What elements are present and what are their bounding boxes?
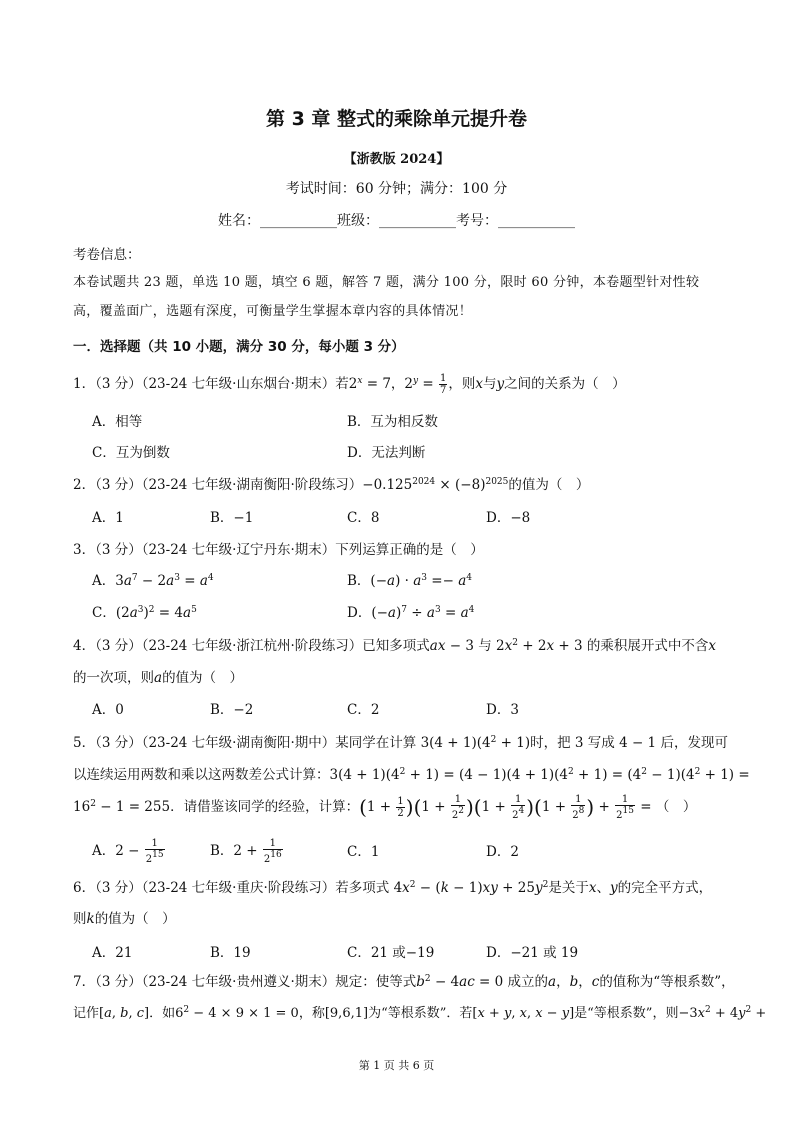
q2-option-c: C．8	[347, 510, 380, 526]
q3-option-d: D．$(-a)^7 \div a^3 = a^4$	[347, 605, 475, 621]
q7-line2a: 记作	[73, 1006, 100, 1021]
q5-option-c: C．1	[347, 844, 380, 860]
q2-option-a: A．1	[92, 510, 124, 526]
question-4-line2: 的一次项，则a的值为（ ）	[73, 670, 244, 686]
q1-option-b: B．互为相反数	[347, 414, 438, 430]
q5-line1c: 后，发现可	[656, 735, 728, 751]
q1-option-d: D．无法判断	[347, 445, 426, 461]
q4-mid: 与	[473, 638, 497, 654]
q5-line1a: 5．（3 分）（23-24 七年级·湖南衡阳·期中）某同学在计算	[73, 735, 421, 751]
q3-label-d: D．	[347, 605, 372, 621]
q6-sep: 、	[596, 880, 610, 896]
q3-option-b: B．$(-a) \cdot a^3 =- a^4$	[347, 573, 473, 589]
q5-label-a: A．	[92, 843, 116, 859]
q6-option-a: A．21	[92, 945, 133, 961]
q3-label-c: C．	[92, 605, 116, 621]
info-body: 本卷试题共 23 题，单选 10 题，填空 6 题，解答 7 题，满分 100 分，限时 60 分钟，本卷题型针对性较高，覆盖面广，选题有深度，可衡量学生掌握本章内容的具体情况！	[73, 275, 700, 319]
question-7: 7．（3 分）（23-24 七年级·贵州遵义·期末）规定：使等式$b^2 - 4ac = 0$ 成立的a，b，c的值称为“等根系数”，	[73, 974, 735, 990]
question-5-line2: 以连续运用两数和乘以这两数差公式计算：$3(4 + 1)(4^2 + 1) = (4 - 1)(4 + 1)(4^2 + 1) = (4^2 - 1)(4^2 + 1)$ =	[73, 767, 750, 783]
question-1: 1．（3 分）（23-24 七年级·山东烟台·期末）若$2^x = 7$，$2^y$ = $\frac{1}{7}$ ，则x与y之间的关系为（ ）	[73, 373, 626, 396]
q4-option-b: B．−2	[210, 702, 254, 718]
q4-option-c: C．2	[347, 702, 380, 718]
question-6-line2: 则k的值为（ ）	[73, 911, 176, 927]
q4-line2a: 的一次项，则	[73, 670, 154, 686]
q2-option-d: D．−8	[486, 510, 531, 526]
q1-option-c: C．互为倒数	[92, 445, 170, 461]
number-label: 考号：	[456, 213, 498, 229]
q7-suffix2: 的值称为“等根系数”，	[599, 974, 735, 990]
question-6: 6．（3 分）（23-24 七年级·重庆·阶段练习）若多项式 $4x^2 - (k - 1)xy + 25y^2$是关于x、y的完全平方式，	[73, 880, 713, 896]
q7-line2c: ，称	[298, 1006, 325, 1021]
q4-option-d: D．3	[486, 702, 519, 718]
q6-option-b: B．19	[210, 945, 251, 961]
q7-line2b: ．如	[149, 1006, 176, 1021]
q6-option-c: C．21 或−19	[347, 945, 435, 961]
q3-option-c: C．$(2a^3)^2 = 4a^5$	[92, 605, 197, 621]
q6-prefix: 6．（3 分）（23-24 七年级·重庆·阶段练习）若多项式	[73, 880, 394, 896]
q7-suffix: 成立的	[507, 974, 549, 990]
q1-and: 与	[483, 376, 497, 392]
section-heading: 一．选择题（共 10 小题，满分 30 分，每小题 3 分）	[73, 339, 405, 355]
q6-suffix: 是关于	[548, 880, 589, 896]
class-label: 班级：	[337, 213, 379, 229]
q4-mid2: 的乘积展开式中不含	[582, 638, 709, 654]
q6-option-d: D．−21 或 19	[486, 945, 579, 961]
name-blank: ___________	[260, 213, 337, 229]
page-footer: 第 1 页 共 6 页	[358, 1059, 435, 1072]
student-info-row	[0, 210, 793, 230]
q2-suffix: 的值为（ ）	[508, 477, 590, 493]
exam-time: 考试时间：60 分钟；满分：100 分	[285, 181, 508, 197]
q3-option-a: A．$3a^7 - 2a^3 = a^4$	[92, 573, 214, 589]
q2-prefix: 2．（3 分）（23-24 七年级·湖南衡阳·阶段练习）	[73, 477, 363, 493]
question-2: 2．（3 分）（23-24 七年级·湖南衡阳·阶段练习）$-0.125^{2024} \times (-8)^{2025}$的值为（ ）	[73, 477, 590, 493]
q6-line2a: 则	[73, 911, 87, 927]
q4-prefix: 4．（3 分）（23-24 七年级·浙江杭州·阶段练习）已知多项式	[73, 638, 430, 654]
info-heading: 考卷信息：	[73, 247, 141, 263]
q7-line2e: 是“等根系数”，则	[574, 1006, 679, 1021]
q1-suffix3: 之间的关系为（ ）	[504, 376, 626, 392]
q5-line3c: （ ）	[655, 799, 697, 815]
question-5-line3: $16^2 - 1 = 255$．请借鉴该同学的经验，计算：(1 + $\frac{1}{2}$ )(1 + $\frac{1}{2^2}$ )(1 + $\frac{1}{2^4}$ )(1 + $\frac{1}{2^8}$ ) + $\frac{1}{2^{15}}$ = （ ）	[73, 794, 697, 821]
question-4: 4．（3 分）（23-24 七年级·浙江杭州·阶段练习）已知多项式ax − 3 与 $2x^2 + 2x + 3$ 的乘积展开式中不含x	[73, 638, 716, 654]
q3-label-b: B．	[347, 573, 371, 589]
class-blank: ___________	[379, 213, 456, 229]
q6-suffix3: 的完全平方式，	[617, 880, 713, 896]
q4-line2b: 的值为（ ）	[162, 670, 244, 686]
q3-label-a: A．	[92, 573, 116, 589]
q7-prefix: 7．（3 分）（23-24 七年级·贵州遵义·期末）规定：使等式	[73, 974, 417, 990]
q4-option-a: A．0	[92, 702, 124, 718]
question-3: 3．（3 分）（23-24 七年级·辽宁丹东·期末）下列运算正确的是（ ）	[73, 542, 484, 558]
q5-option-d: D．2	[486, 844, 519, 860]
q5-line1b: 时，把 3 写成	[530, 735, 620, 751]
q5-label-b: B．	[210, 843, 234, 859]
q5-line3b: ．请借鉴该同学的经验，计算：	[170, 799, 360, 815]
q5-option-a: A．2 − $\frac{1}{2^{15}}$	[92, 838, 164, 865]
q5-option-b: B．2 + $\frac{1}{2^{16}}$	[210, 838, 282, 865]
number-blank: ___________	[498, 213, 575, 229]
question-5: 5．（3 分）（23-24 七年级·湖南衡阳·期中）某同学在计算 $3(4 + 1)(4^2 + 1)$时，把 3 写成 4 − 1 后，发现可	[73, 735, 728, 751]
q7-line2d: 为“等根系数”．若	[368, 1006, 473, 1021]
q1-suffix: ，则	[448, 376, 476, 392]
q2-option-b: B．−1	[210, 510, 254, 526]
q1-option-a: A．相等	[92, 414, 143, 430]
page-title: 第 3 章 整式的乘除单元提升卷	[265, 108, 528, 130]
q1-prefix: 1．（3 分）（23-24 七年级·山东烟台·期末）若	[73, 376, 349, 392]
question-7-line2: 记作[a, b, c]．如$6^2 - 4 \times 9 \times 1 = 0$，称[9,6,1]为“等根系数”．若[x + y, x, x − y]是“等根系数”，则$-3x^2 + 4y^2$ +	[73, 1005, 767, 1021]
name-label: 姓名：	[218, 213, 260, 229]
q5-line2: 以连续运用两数和乘以这两数差公式计算：	[73, 767, 330, 783]
q6-line2b: 的值为（ ）	[94, 911, 176, 927]
edition-label: 【浙教版 2024】	[343, 152, 450, 167]
